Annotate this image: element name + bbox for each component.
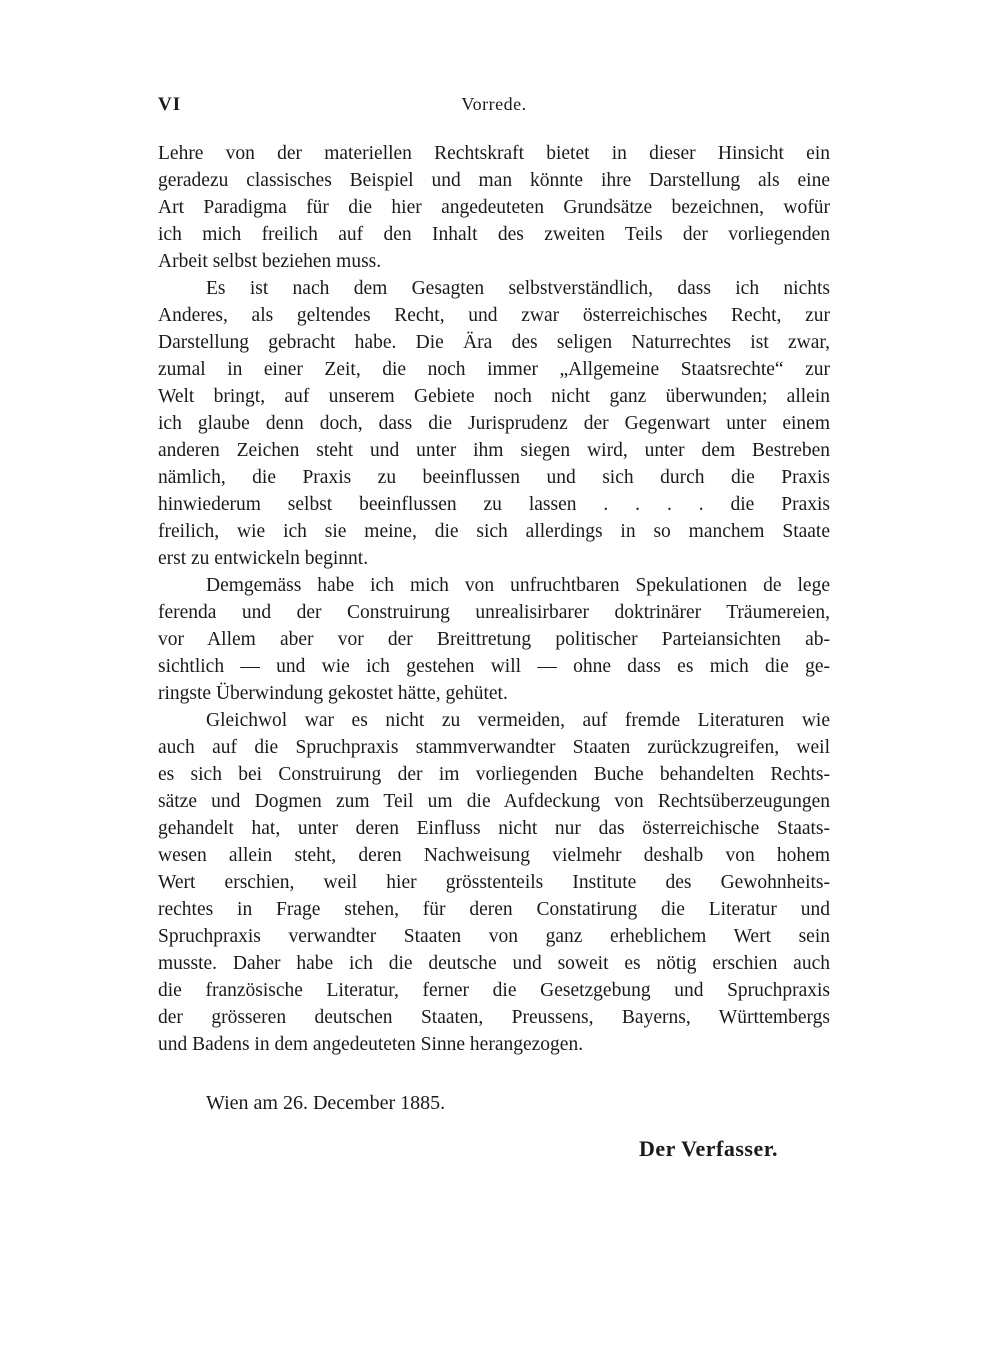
text-line: Arbeit selbst beziehen muss. — [158, 251, 382, 272]
page-number: VI — [158, 94, 182, 115]
text-line: zumal in einer Zeit, die noch immer „Allgemeine Staatsrechte“ zur — [158, 359, 830, 380]
text-line: es sich bei Construirung der im vorliegenden Buche behandelten Rechts- — [158, 764, 830, 785]
text-line: Lehre von der materiellen Rechtskraft bietet in dieser Hinsicht ein — [158, 143, 830, 164]
text-line: Darstellung gebracht habe. Die Ära des seligen Naturrechtes ist zwar, — [158, 332, 830, 353]
text-line: erst zu entwickeln beginnt. — [158, 548, 369, 569]
text-line: ich mich freilich auf den Inhalt des zweiten Teils der vorliegenden — [158, 224, 830, 245]
text-line: Gleichwol war es nicht zu vermeiden, auf fremde Literaturen wie — [206, 710, 830, 731]
page-header — [158, 94, 830, 120]
text-line: Demgemäss habe ich mich von unfruchtbaren Spekulationen de lege — [206, 575, 830, 596]
text-line: hinwiederum selbst beeinflussen zu lassen . . . . die Praxis — [158, 494, 830, 515]
text-line: vor Allem aber vor der Breittretung politischer Parteiansichten ab- — [158, 629, 830, 650]
text-line: musste. Daher habe ich die deutsche und soweit es nötig erschien auch — [158, 953, 830, 974]
text-line: sätze und Dogmen zum Teil um die Aufdeckung von Rechtsüberzeugungen — [158, 791, 830, 812]
text-line: Anderes, als geltendes Recht, und zwar österreichisches Recht, zur — [158, 305, 830, 326]
text-line: Welt bringt, auf unserem Gebiete noch nicht ganz überwunden; allein — [158, 386, 830, 407]
text-line: auch auf die Spruchpraxis stammverwandter Staaten zurückzugreifen, weil — [158, 737, 830, 758]
author-signature: Der Verfasser. — [639, 1136, 778, 1161]
place-date: Wien am 26. December 1885. — [206, 1092, 446, 1114]
text-line: gehandelt hat, unter deren Einfluss nicht nur das österreichische Staats- — [158, 818, 830, 839]
text-line: ich glaube denn doch, dass die Jurisprudenz der Gegenwart unter einem — [158, 413, 830, 434]
text-line: Es ist nach dem Gesagten selbstverständlich, dass ich nichts — [206, 278, 830, 299]
text-line: anderen Zeichen steht und unter ihm siegen wird, unter dem Bestreben — [158, 440, 830, 461]
text-line: die französische Literatur, ferner die Gesetzgebung und Spruchpraxis — [158, 980, 830, 1001]
text-line: Art Paradigma für die hier angedeuteten Grundsätze bezeichnen, wofür — [158, 197, 830, 218]
text-line: der grösseren deutschen Staaten, Preussens, Bayerns, Württembergs — [158, 1007, 830, 1028]
text-line: wesen allein steht, deren Nachweisung vielmehr deshalb von hohem — [158, 845, 830, 866]
text-line: ferenda und der Construirung unrealisirbarer doktrinärer Träumereien, — [158, 602, 830, 623]
text-line: rechtes in Frage stehen, für deren Constatirung die Literatur und — [158, 899, 830, 920]
text-line: geradezu classisches Beispiel und man könnte ihre Darstellung als eine — [158, 170, 830, 191]
text-line: ringste Überwindung gekostet hätte, gehütet. — [158, 683, 508, 704]
text-line: freilich, wie ich sie meine, die sich allerdings in so manchem Staate — [158, 521, 830, 542]
text-line: nämlich, die Praxis zu beeinflussen und sich durch die Praxis — [158, 467, 830, 488]
text-line: sichtlich — und wie ich gestehen will — ohne dass es mich die ge- — [158, 656, 830, 677]
preface-text — [158, 140, 830, 1058]
text-line: und Badens in dem angedeuteten Sinne herangezogen. — [158, 1034, 584, 1055]
text-line: Spruchpraxis verwandter Staaten von ganz erheblichem Wert sein — [158, 926, 830, 947]
text-line: Wert erschien, weil hier grösstenteils Institute des Gewohnheits- — [158, 872, 830, 893]
running-title: Vorrede. — [461, 94, 527, 114]
